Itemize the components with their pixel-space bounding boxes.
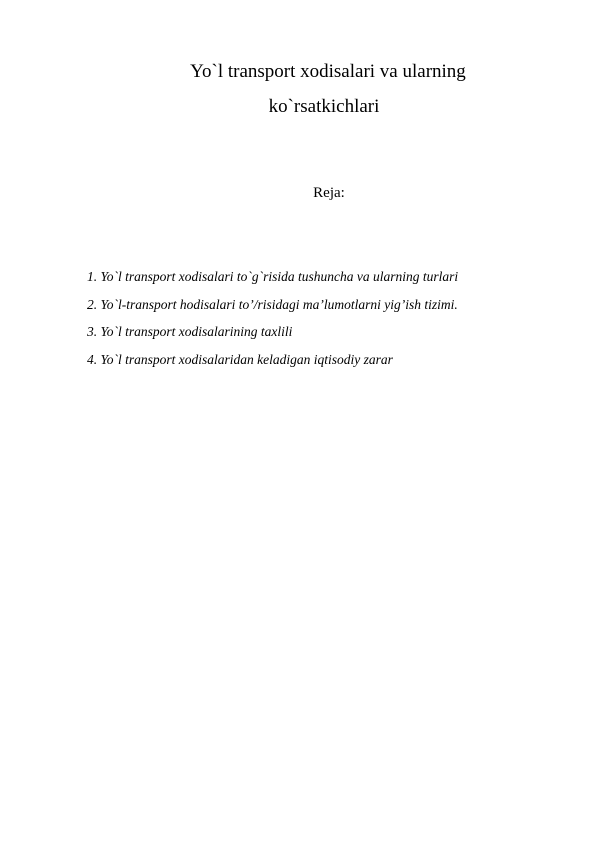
plan-list [87, 263, 458, 373]
document-title-line-1: Yo`l transport xodisalari va ularning [190, 61, 466, 82]
plan-item: 1. Yo`l transport xodisalari to`g`risida tushuncha va ularning turlari [87, 269, 459, 284]
plan-item: 2. Yo`l-transport hodisalari to’/risidagi ma’lumotlarni yig’ish tizimi. [87, 296, 458, 312]
plan-item: 4. Yo`l transport xodisalaridan keladigan iqtisodiy zarar [87, 351, 393, 367]
plan-heading: Reja: [313, 185, 345, 201]
document-title-line-2: ko`rsatkichlari [268, 96, 380, 117]
plan-item: 3. Yo`l transport xodisalarining taxlili [87, 324, 293, 339]
